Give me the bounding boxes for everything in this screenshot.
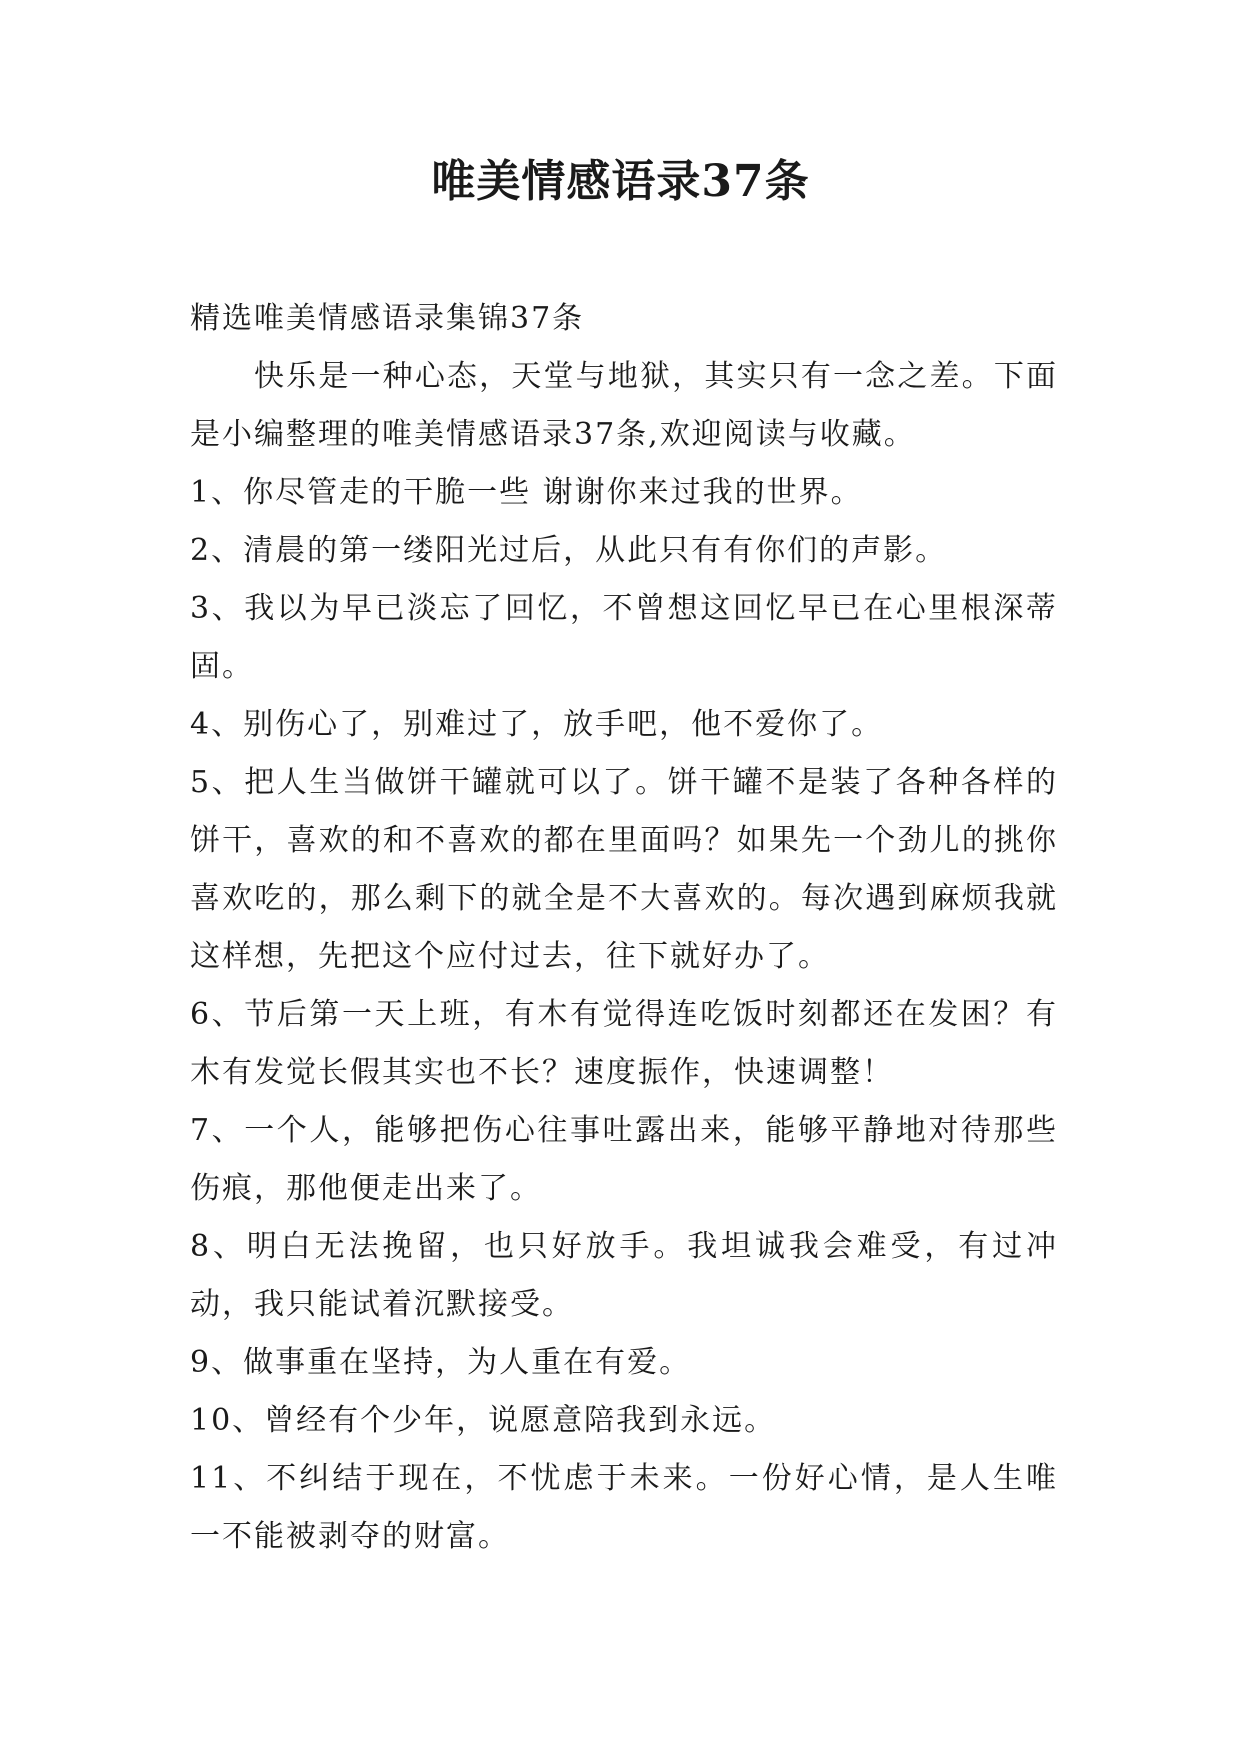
- document-body: [190, 290, 1058, 1566]
- document-title: 唯美情感语录37条: [431, 156, 810, 207]
- quote-item-11: 11、不纠结于现在，不忧虑于未来。一份好心情，是人生唯一不能被剥夺的财富。: [190, 1461, 1058, 1554]
- quote-item-1: 1、你尽管走的干脆一些 谢谢你来过我的世界。: [190, 475, 863, 510]
- quote-item-5: 5、把人生当做饼干罐就可以了。饼干罐不是装了各种各样的饼干，喜欢的和不喜欢的都在里面吗？如果先一个劲儿的挑你喜欢吃的，那么剩下的就全是不大喜欢的。每次遇到麻烦我就这样想，先把这个应付过去，往下就好办了。: [190, 765, 1058, 974]
- quote-item-8: 8、明白无法挽留，也只好放手。我坦诚我会难受，有过冲动，我只能试着沉默接受。: [190, 1229, 1058, 1322]
- quote-item-7: 7、一个人，能够把伤心往事吐露出来，能够平静地对待那些伤痕，那他便走出来了。: [190, 1113, 1058, 1206]
- quote-item-4: 4、别伤心了，别难过了，放手吧，他不爱你了。: [190, 707, 884, 742]
- quote-item-10: 10、曾经有个少年，说愿意陪我到永远。: [190, 1403, 777, 1438]
- intro-paragraph: 快乐是一种心态，天堂与地狱，其实只有一念之差。下面是小编整理的唯美情感语录37条,欢迎阅读与收藏。: [190, 359, 1058, 452]
- quote-item-3: 3、我以为早已淡忘了回忆，不曾想这回忆早已在心里根深蒂固。: [190, 591, 1058, 684]
- quote-item-9: 9、做事重在坚持，为人重在有爱。: [190, 1345, 692, 1380]
- quote-item-6: 6、节后第一天上班，有木有觉得连吃饭时刻都还在发困？有木有发觉长假其实也不长？速度振作，快速调整！: [190, 997, 1058, 1090]
- quote-item-2: 2、清晨的第一缕阳光过后，从此只有有你们的声影。: [190, 533, 948, 568]
- document-subtitle: 精选唯美情感语录集锦37条: [190, 301, 585, 336]
